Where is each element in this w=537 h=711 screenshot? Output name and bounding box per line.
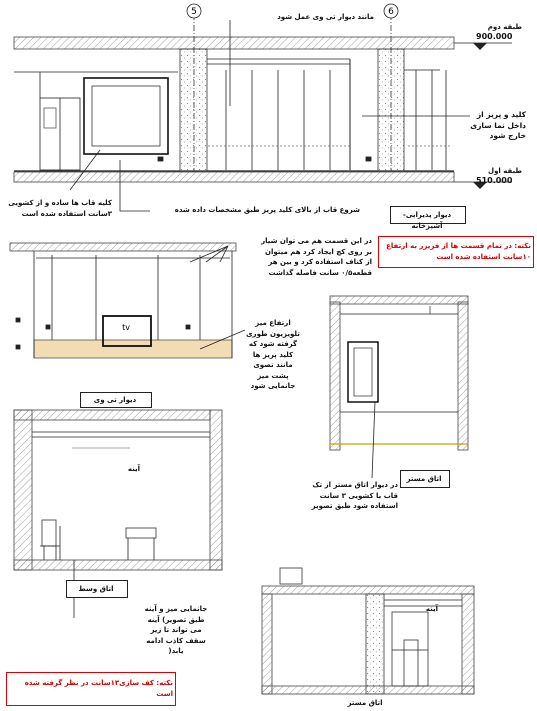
master-wall-elevation <box>330 296 468 478</box>
tv-slots-note: در این قسمت هم می توان شیار بر روی کچ ایجاد کرد هم میتوان از کناف استفاده کرد و بین هر قطعه۰/۵ سانت فاصله گذاشت <box>261 237 372 277</box>
middle-mirror-label: آینه <box>127 465 140 473</box>
master-bottom-title: اتاق مستر <box>347 699 383 707</box>
grid-marker-6: 6 <box>388 7 394 17</box>
tv-height-note: ارتفاع میز تلویزیون طوری گرفته شود که کلید پریز ها مانند تصوی پشت میز جانمایی شود <box>246 319 300 390</box>
level-top-label: طبقه دوم <box>487 23 522 31</box>
level-marker-top <box>473 43 487 50</box>
master-title: اتاق مستر <box>406 475 442 483</box>
level-bottom-label: طبقه اول <box>488 167 522 175</box>
tv-label: tv <box>122 323 130 332</box>
middle-title-box <box>66 580 128 598</box>
kitchen-title-box <box>390 206 466 230</box>
master-room-bottom-elevation <box>262 568 474 694</box>
level-top-value: 900.000 <box>476 32 513 41</box>
tv-wall-title: دیوار تی وی <box>93 396 137 404</box>
kitchen-wall-note: مانند دیوار تی وی عمل شود <box>277 13 374 21</box>
tv-title-box <box>80 392 152 408</box>
kitchen-frames-note: کلیه قاب ها ساده و از کشویی ۳سانت استفاده شده است <box>8 199 112 218</box>
master-mirror-label-top: آینه <box>425 605 438 613</box>
level-bottom-value: 510.000 <box>476 176 513 185</box>
fridge-note: نکته: در تمام قسمت ها از فریزر به ارتفاع ۱۰سانت استفاده شده است <box>386 242 531 261</box>
kitchen-title: دیوار پذیرایی-آشپزخانه <box>402 211 452 230</box>
master-note: در دیوار اتاق مستر از تک قاب با کشویی ۳ سانت استفاده شود طبق تصویر <box>311 481 398 510</box>
kitchen-switch-exit-note: کلید و پریز از داخل نما سازی خارج شود <box>470 110 526 140</box>
tv-wall-elevation <box>10 243 245 358</box>
middle-room-title: اتاق وسط <box>78 585 114 593</box>
fridge-note-box <box>378 236 534 268</box>
kitchen-elevation <box>14 4 512 211</box>
ceiling-note-box <box>6 672 176 706</box>
grid-marker-5: 5 <box>191 7 197 17</box>
kitchen-switch-start-note: شروع قاب از بالای کلید پریز طبق مشخصات داده شده <box>174 206 360 214</box>
master-title-box <box>400 470 450 488</box>
middle-desk-note: جانمایی میز و آینه طبق تصویر) آینه می تواند تا زیر سقف کاذب ادامه یابد( <box>144 605 208 655</box>
ceiling-note: نکته: کف سازی۱۳سانت در نظر گرفته شده است <box>24 679 173 698</box>
